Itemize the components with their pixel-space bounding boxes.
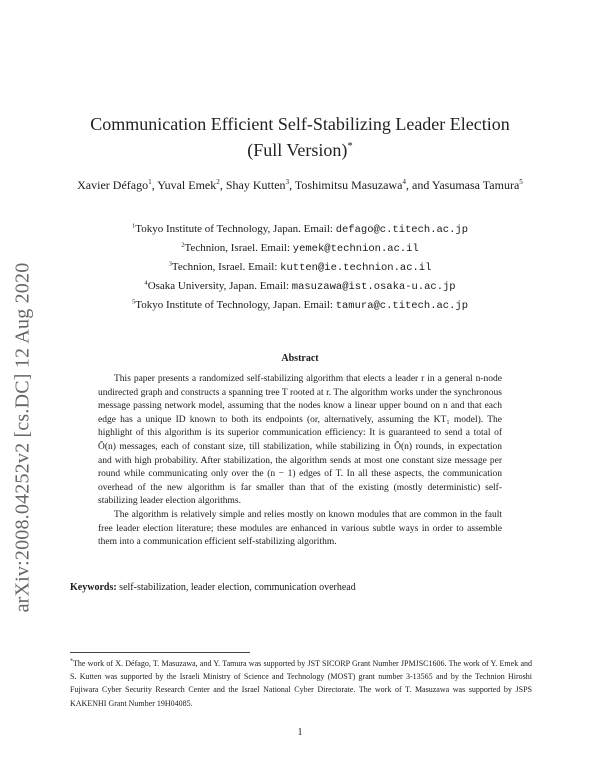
footnote bbox=[70, 657, 532, 710]
paper-title bbox=[60, 114, 540, 135]
arxiv-identifier: arXiv:2008.04252v2 [cs.DC] 12 Aug 2020 bbox=[11, 262, 34, 612]
affil-email: masuzawa@ist.osaka-u.ac.jp bbox=[291, 281, 456, 293]
affil-mark: 4 bbox=[144, 279, 148, 287]
title-footnote-mark: * bbox=[347, 140, 353, 152]
affil-email: kutten@ie.technion.ac.il bbox=[280, 262, 432, 274]
affil-mark: 5 bbox=[131, 298, 136, 306]
author-name: Xavier Défago bbox=[77, 178, 149, 192]
paper-title-line1: Communication Efficient Self-Stabilizing Leader Election bbox=[90, 114, 510, 134]
affil-text: Technion, Israel. Email: bbox=[171, 261, 281, 273]
affil-email: defago@c.titech.ac.jp bbox=[335, 224, 469, 236]
author-name: Toshimitsu Masuzawa bbox=[294, 178, 403, 192]
abstract-heading: Abstract bbox=[281, 353, 319, 364]
paper-title-line2: (Full Version) bbox=[247, 140, 348, 160]
footnote-rule bbox=[70, 652, 250, 653]
affil-text: Osaka University, Japan. Email: bbox=[147, 280, 292, 292]
author-name: Yasumasa Tamura bbox=[431, 178, 520, 192]
affil-text: Tokyo Institute of Technology, Japan. Email: bbox=[135, 223, 336, 235]
author-affil-mark: 3 bbox=[285, 178, 290, 186]
keywords-text: self-stabilization, leader election, communication overhead bbox=[119, 582, 356, 593]
affiliation-line bbox=[60, 277, 540, 296]
affiliation-line bbox=[60, 296, 540, 315]
keywords bbox=[70, 582, 540, 593]
author-affil-mark: 4 bbox=[402, 178, 406, 186]
author-list: Xavier Défago$^1$, Yuval Emek$^2$, Shay Kutten$^3$, Toshimitsu Masuzawa$^4$, and Yasumasa Tamura$^5$ bbox=[77, 178, 523, 192]
keywords-label: Keywords: bbox=[70, 582, 117, 593]
author-name: Shay Kutten bbox=[225, 178, 286, 192]
abstract-paragraph: This paper presents a randomized self-stabilizing algorithm that elects a leader r in a general n-node undirected graph and constructs a spanning tree T rooted at r. The algorithm works under the synchronous message passing network model, assuming that the nodes know a linear upper bound on n and that each edge has a unique ID known to both its endpoints (or, alternatively, assuming the KT₁ model). The highlight of this algorithm is its superior communication efficiency: It is guaranteed to send a total of Õ(n) messages, each of constant size, till stabilization, while stabilizing in Õ(n) rounds, in expectation and with high probability. After stabilization, the algorithm sends at most one constant size message per round while communicating only over the (n − 1) edges of T. In all these aspects, the communication overhead of the new algorithm is far smaller than that of the existing (mostly deterministic) self-stabilizing leader election algorithms. bbox=[98, 374, 502, 507]
affil-mark: 2 bbox=[181, 241, 185, 249]
affil-email: yemek@technion.ac.il bbox=[292, 243, 419, 255]
affil-email: tamura@c.titech.ac.jp bbox=[335, 300, 469, 312]
affiliation-line bbox=[60, 220, 540, 239]
author-name: Yuval Emek bbox=[157, 178, 217, 192]
affil-mark: 1 bbox=[131, 222, 136, 230]
affil-text: Tokyo Institute of Technology, Japan. Email: bbox=[135, 299, 336, 311]
footnote-text: The work of X. Défago, T. Masuzawa, and Y. Tamura was supported by JST SICORP Grant Number JPMJSC1606. The work of Y. Emek and S. Kutten was supported by the Israeli Ministry of Science and Technology (MOST) grant number 3-13565 and by the Technion Hiroshi Fujiwara Cyber Security Research Center and the Israel National Cyber Directorate. The work of T. Masuzawa was supported by JSPS KAKENHI Grant Number 19H04085. bbox=[70, 659, 532, 708]
author-affil-mark: 1 bbox=[148, 178, 152, 186]
affil-text: Technion, Israel. Email: bbox=[184, 242, 293, 254]
paper-subtitle bbox=[60, 140, 540, 161]
abstract-paragraph: The algorithm is relatively simple and relies mostly on known modules that are common in the fault free leader election literature; these modules are enhanced in various subtle ways in order to assemble them into a communication efficient self-stabilizing algorithm. bbox=[98, 509, 502, 548]
affil-mark: 3 bbox=[168, 260, 172, 268]
affiliation-line bbox=[60, 258, 540, 277]
author-affil-mark: 2 bbox=[216, 178, 220, 186]
author-affil-mark: 5 bbox=[519, 178, 523, 186]
affiliation-line bbox=[60, 239, 540, 258]
page-number: 1 bbox=[297, 727, 303, 738]
arxiv-stamp bbox=[8, 202, 38, 672]
footnote-mark: * bbox=[70, 658, 73, 665]
abstract-body bbox=[98, 373, 502, 550]
affiliation-list bbox=[60, 220, 540, 315]
